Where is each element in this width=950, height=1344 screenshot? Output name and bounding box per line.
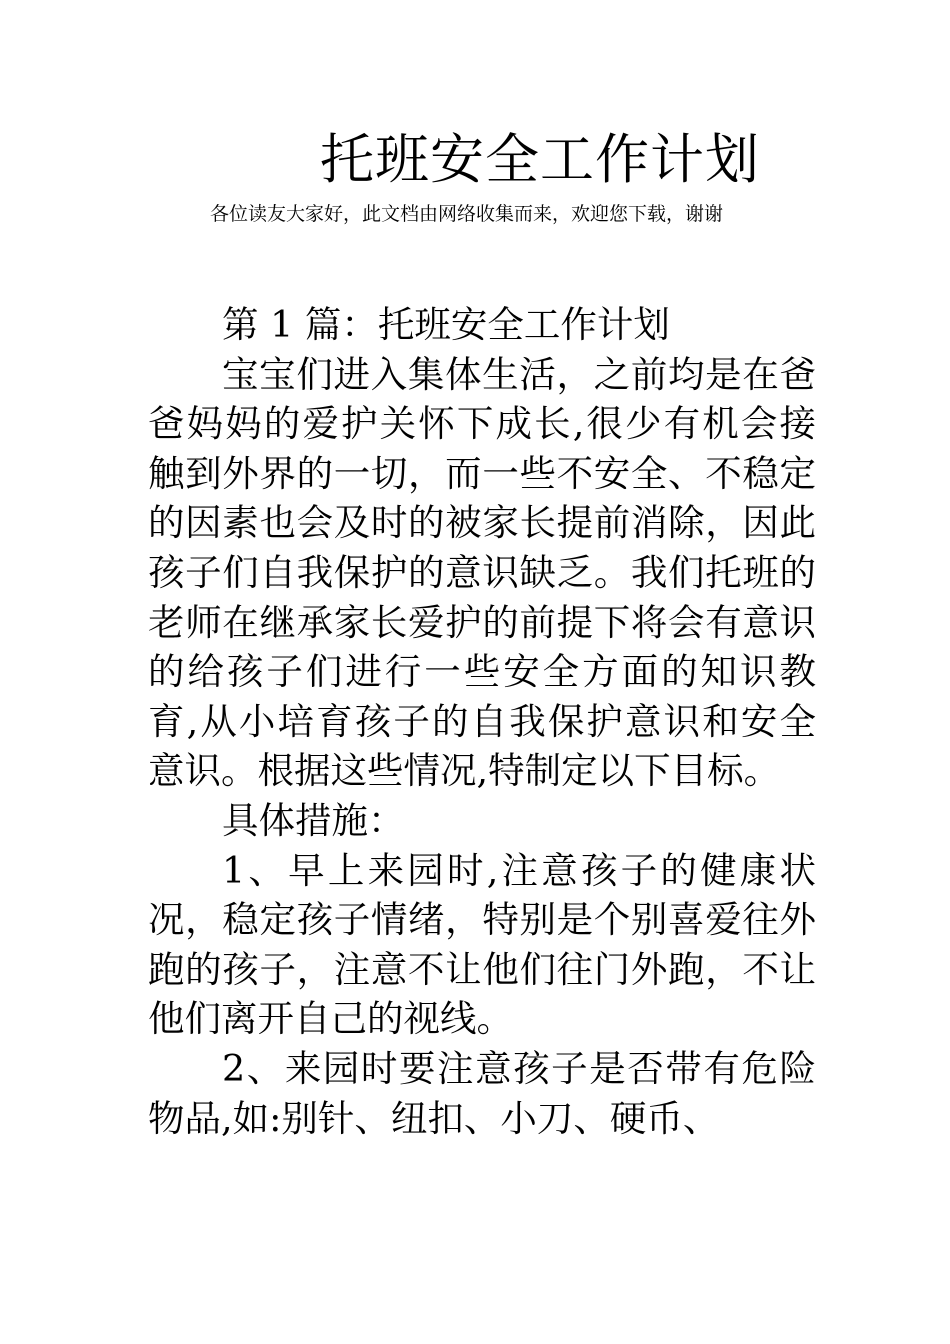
document-body (148, 300, 816, 1143)
paragraph-intro: 宝宝们进入集体生活，之前均是在爸爸妈妈的爱护关怀下成长,很少有机会接触到外界的一切，而一些不安全、不稳定的因素也会及时的被家长提前消除，因此孩子们自我保护的意识缺乏。我们托班的老师在继承家长爱护的前提下将会有意识的给孩子们进行一些安全方面的知识教育,从小培育孩子的自我保护意识和安全意识。根据这些情况,特制定以下目标。 (148, 352, 816, 793)
paragraph-measures-heading: 具体措施： (222, 798, 405, 842)
document-title: 托班安全工作计划 (320, 128, 760, 191)
section-heading: 第 1 篇：托班安全工作计划 (222, 303, 670, 346)
paragraph-item-2: 2、来园时要注意孩子是否带有危险物品,如:别针、纽扣、小刀、硬币、 (148, 1046, 816, 1140)
paragraph-item-1: 1、早上来园时,注意孩子的健康状况，稳定孩子情绪，特别是个别喜爱往外跑的孩子，注意不让他们往门外跑，不让他们离开自己的视线。 (148, 848, 816, 1041)
download-notice: 各位读友大家好，此文档由网络收集而来，欢迎您下载，谢谢 (210, 203, 724, 225)
